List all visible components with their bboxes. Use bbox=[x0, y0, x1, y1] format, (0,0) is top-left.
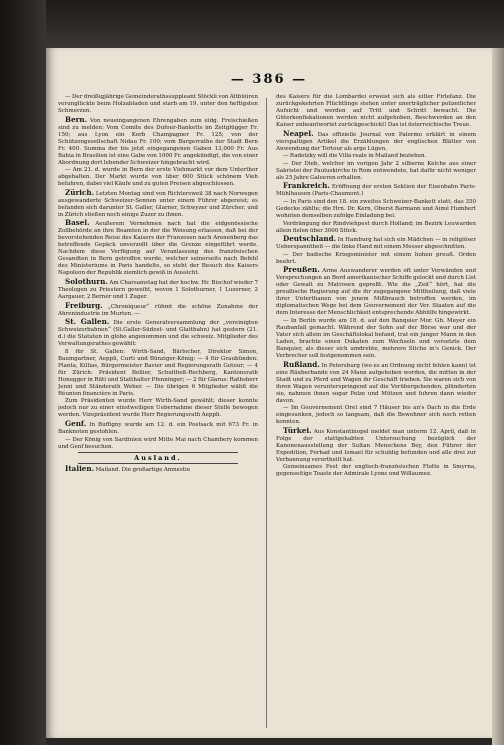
paragraph-text: Von neueingangenen Ehrengaben zum eidg. Freischießen sind zu melden: Vom Comite des Dufour-Banketts im Zeitglügger Fr. 150; aus Lyon ein Korb Champagner Fr. 125; von der Schützengesellschaft Nidau Fr. 100; vom Burgerrathe der Stadt Bern Fr. 400. Summa der bis jetzt eingegangenen Gaben 13,000 Fr. Aus Bahia in Brasilien ist eine Gabe von 1000 Fr. angekündigt, die von einer Abordnung dort lebender Schweizer hingebracht wird. bbox=[58, 117, 258, 166]
dateline: Genf. bbox=[65, 418, 87, 428]
dateline: St. Gallen. bbox=[65, 317, 110, 327]
paragraph-text: In Petersburg (wo es an Ordnung nicht fehlen kann) ist eine Räuberbande von 24 Mann aufgehoben worden, die mitten in der Stadt und zu Pferd und Wagen ihr Geschäft trieben. Sie waren sich von ihren Wagen verunterspringend auf die Vorübergehenden, plünderten sie, nahmen ihnen sogar Pelze und Mützen und fuhren dann wieder davon. bbox=[276, 362, 476, 404]
article-paragraph bbox=[58, 219, 258, 277]
paragraph-text: In Buffigny wurde am 12. d. ein Postsack mit 673 Fr. in Banknoten gestohlen. bbox=[58, 421, 258, 435]
dateline: Freiburg. bbox=[65, 300, 103, 310]
article-paragraph bbox=[276, 199, 476, 220]
article-paragraph bbox=[58, 302, 258, 318]
dateline: Rußland. bbox=[283, 359, 320, 369]
page-number: — 386 — bbox=[230, 72, 308, 87]
paragraph-text: — Am 21. d. wurde in Bern der erste Viehmarkt vor dem Unterthor abgehalten. Der Markt wurde von über 600 Stück schönem Vieh befahren, dabei viel Käufe und zu guten Preisen abgeschlossen. bbox=[58, 167, 258, 188]
article-paragraph bbox=[58, 278, 258, 301]
article-paragraph bbox=[276, 361, 476, 405]
paragraph-text: Gemeinsames Fest der englisch-französischen Flotte in Smyrna, gegenseitige Toaste der Admirale Lyons und Willaumez. bbox=[276, 464, 476, 478]
article-paragraph bbox=[276, 266, 476, 317]
column-divider bbox=[266, 98, 267, 728]
article-paragraph bbox=[58, 420, 258, 436]
paragraph-text: — Radetzky will die Villa reale in Mailand beziehen. bbox=[283, 153, 427, 160]
article-paragraph bbox=[276, 161, 476, 182]
paragraph-text: Zum Präsidenten wurde Herr Wirth-Sand gewählt; dieser konnte jedoch nur zu einer einstweiligen Uebernahme dieser Stelle bewogen werden. Vizepräsident wurde Herr Regierungsrath Aeppli. bbox=[58, 398, 258, 419]
article-paragraph bbox=[276, 405, 476, 426]
article-paragraph bbox=[276, 221, 476, 235]
dateline: Bern. bbox=[65, 114, 88, 124]
article-paragraph bbox=[276, 318, 476, 360]
binding-shadow bbox=[0, 0, 46, 745]
paragraph-text: — Der König von Sardinien wird Mitte Mai nach Chambery kommen und Genf besuchen. bbox=[58, 436, 258, 450]
paragraph-text: Mailand. Die großartige Amnestie bbox=[95, 466, 191, 473]
paragraph-text: — In Berlin wurde am 18. d. auf den Banquier Mor. Gh. Meyer ein Raubanfall gemacht. Während der Sohn auf der Börse war und der Vater sich allein im Geschäftslokal befand, trat ein junger Mann in den Laden, brachte einen Dukaten zum Wechseln und versetzte dem Banquier, als dieser sich umdrehte, mehrere Stiche in's Genick. Der Verbrecher soll festgenommen sein. bbox=[276, 317, 476, 359]
article-paragraph bbox=[58, 349, 258, 398]
article-paragraph bbox=[276, 252, 476, 266]
paragraph-text: Verdrängung der Rindviehpest durch Holland; im Bezirk Leuwarden allein fielen über 3000 Stück. bbox=[276, 220, 476, 234]
paragraph-text: 8 für St. Gallen: Wirth-Sand, Bärlocher, Direktor Simon, Baumgartner, Aeppli, Curti und Bünziger-König; — 4 für Graubünden: Planta, Killias, Bürgermeister Bavier und Regierungsrath Gotour; — 4 für Zürich: Präsident Bollier, Schultheß-Rechberg, Kantonsrath Honegger in Rüti und Statthalter Pfenninger; — 2 für Glarus: Rathsherr Jenni und Ständerath Weber. — Die übrigen 6 Mitglieder wählt die Réunion financière in Paris. bbox=[58, 348, 258, 397]
section-heading: Ausland. bbox=[134, 453, 182, 462]
dateline: Deutschland. bbox=[283, 234, 337, 244]
article-paragraph bbox=[276, 235, 476, 251]
paragraph-text: Eröffnung der ersten Sektion der Eisenbahn Paris-Mühlhausen (Paris-Chaumont.) bbox=[276, 184, 476, 198]
newspaper-page bbox=[46, 48, 492, 738]
paragraph-text: Die erste Generalversammlung der „vereinigten Schweizerbahnen“ (St.Galler-Südost- und Glattbahn) hat gestern (21. d.) die Statuten in globo angenommen und die schweiz. Mitglieder des Verwaltungsrathes gewählt: bbox=[58, 320, 258, 348]
article-paragraph bbox=[58, 189, 258, 219]
paragraph-text: Letzten Montag sind von Richtersweil 38 nach Norwegen ausgewanderte Schweizer-Sennen unter einem Führer abgereist; es befanden sich darunter St. Galler, Glarner, Schwyzer und Zürcher, und in Zürich stießen noch einige Zuzer zu ihnen. bbox=[58, 190, 258, 218]
dateline: Preußen. bbox=[283, 265, 320, 275]
article-paragraph bbox=[58, 318, 258, 348]
dateline: Neapel. bbox=[283, 128, 314, 138]
article-paragraph bbox=[276, 182, 476, 198]
paragraph-text: Aeußerem Vernehmen nach hat die eidgenössische Zollbehörde an ihre Beamten in der die Weisung erlassen, daß bei der bevorstehenden Reise des Kaisers der Franzosen nach Arenenberg das betreffende Gepäck unverzollt über die Grenze eingeführt werde. Nachdem diese Verfügung auf Veranlassung des französischen Gesandten in Bern getroffen wurde, welcher seinerseits nach Befehl des Ministeriums in Paris handelte, so steht der Besuch des Kaisers Napoleon der Republik ziemlich gewiß in Aussicht. bbox=[58, 221, 258, 277]
section-rule bbox=[78, 452, 238, 453]
paragraph-text: — Im Gouvernement Orel sind 7 Häuser bis an's Dach in die Erde eingesunken, jedoch so langsam, daß die Bewohner sich noch retten konnten. bbox=[276, 405, 476, 426]
article-paragraph bbox=[58, 465, 258, 474]
left-column bbox=[58, 94, 258, 734]
page-edge bbox=[492, 48, 504, 745]
scan-top-border bbox=[46, 0, 504, 48]
article-paragraph bbox=[276, 94, 476, 129]
article-paragraph bbox=[58, 437, 258, 451]
article-paragraph bbox=[58, 398, 258, 419]
paragraph-text: „Chroniqueur“ rühmt die schöne Zunahme der Ahrenindustrie im Murten. — bbox=[58, 303, 258, 317]
paragraph-text: — Der Dieb, welcher im vorigen Jahr 2 silberne Kelche aus einer Sakristei der Pauluskirche in Rom entwendete, hat dafür nicht weniger als 25 Jahre Galeeren erhalten. bbox=[276, 160, 476, 181]
dateline: Italien. bbox=[65, 463, 95, 473]
dateline: Basel. bbox=[65, 218, 90, 228]
paragraph-text: — Der badische Kriegsminister mit einem hohen preuß. Orden beehrt. bbox=[276, 251, 476, 265]
article-paragraph bbox=[276, 130, 476, 153]
dateline: Türkei. bbox=[283, 425, 312, 435]
article-paragraph bbox=[276, 427, 476, 464]
paragraph-text: Das offizielle Journal von Palermo erklärt in einem vierspaltigen Artikel die Erzählungen der englischen Blätter von Anwendung der Tortour als arge Lügen. bbox=[276, 131, 476, 152]
paragraph-text: Am Charsamstag hat der hochw. Hr. Bischof wieder 7 Theologen zu Priestern geweiht, wovon 1 Solothurner, 1 Luzerner, 2 Aargauer, 2 Berner und 1 Zuger. bbox=[58, 279, 258, 300]
dateline: Frankreich. bbox=[283, 181, 330, 191]
article-paragraph bbox=[276, 153, 476, 160]
article-paragraph bbox=[58, 94, 258, 115]
paragraph-text: des Kaisers für die Lombardei erweist sich als eitler Firlefanz. Die zurückgekehrten Flüchtlinge stehen unter unerträglicher polizeilicher Aufsicht und werden auf Tritt und Schritt bewacht. Die Güterkonfiskationen werden nicht aufgehoben, Beschwerden an den Kaiser unbeantwortet zurückgeschickt! Das ist österreichische Treue. bbox=[276, 94, 476, 128]
dateline: Solothurn. bbox=[65, 276, 108, 286]
article-paragraph bbox=[276, 464, 476, 478]
dateline: Zürich. bbox=[65, 187, 95, 197]
right-column bbox=[276, 94, 476, 734]
paragraph-text: Arme Auswanderer werden oft unter Vorwänden und Versprechungen an Bord amerikanischer Schiffe gelockt und durch List oder Gewalt zu Matrosen gepreßt. Wie die „Zeit“ hört, hat die preußische Regierung auf die ihr zugegangene Mittheilung, daß viele ihrer Unterthanen von jenem Mißbrauch betroffen werden, im diplomatischen Wege bei dem Gouvernement der Ver. Staaten auf die dem Interesse der Menschlichkeit entsprechende Abhülfe hingewirkt. bbox=[276, 268, 476, 317]
paragraph-text: In Hamburg hat sich ein Mädchen — in religiöser Ueberspanntheit — die linke Hand mit einem Messer abgeschnitten. bbox=[276, 237, 476, 251]
article-paragraph bbox=[58, 167, 258, 188]
paragraph-text: Aus Konstantinopel meldet man unterm 12. April, daß in Folge der stattgehabten Untersuchung bezüglich der Kanonenausstellung der Sultan Menschens Bey, den Führer der Expedition, Ferhad und Ismael für schuldig befunden und alle drei zur Verbannung verurtheilt hat. bbox=[276, 428, 476, 463]
paragraph-text: — In Paris sind den 18. ein zweites Schweizer-Bankett statt, das 350 Gedecke zählte; die Hrn. Dr. Kern, Oberst Barmann und Aimé Humbert wohnten demselben zufolge Einladung bei. bbox=[276, 198, 476, 219]
article-paragraph bbox=[58, 116, 258, 167]
section-rule bbox=[78, 463, 238, 464]
paragraph-text: — Der dreißigjährige Gemeinderathssuppleant Stöckli von Altbüüren verunglückte beim Holzabladen und starb am 19. unter den heftigsten Schmerzen. bbox=[58, 94, 258, 114]
